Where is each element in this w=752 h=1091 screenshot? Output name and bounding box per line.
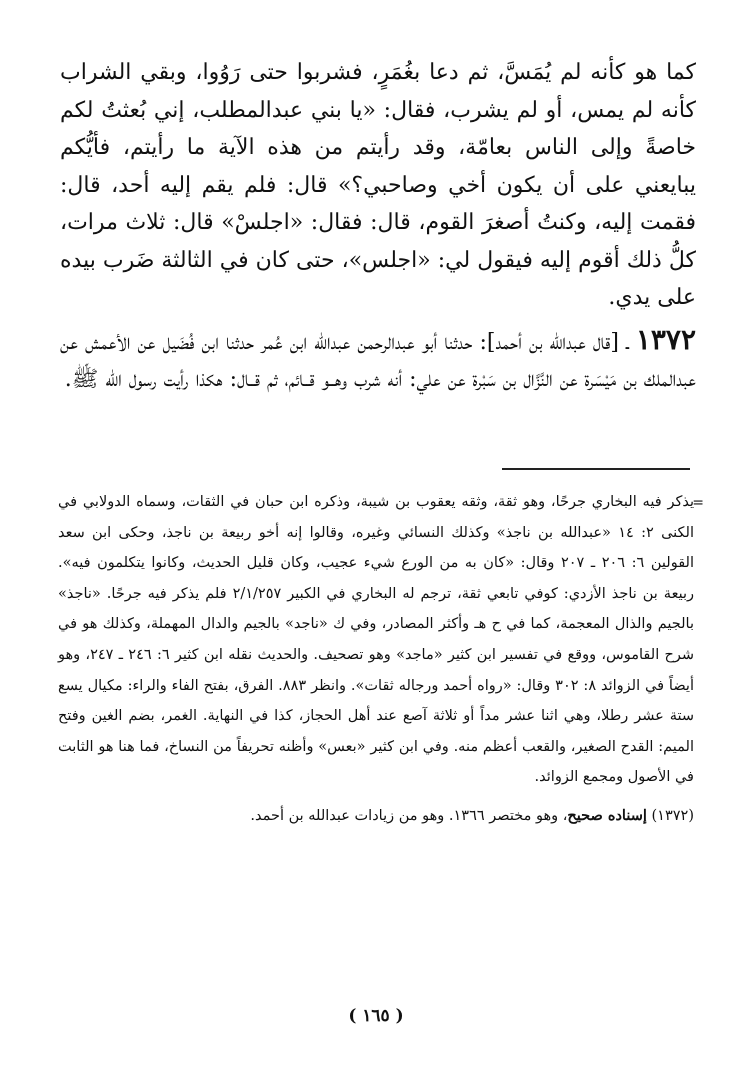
- footnotes: [58, 487, 694, 832]
- paragraph-1: [60, 54, 696, 317]
- footnote-separator: [502, 468, 690, 470]
- page-number: ( ١٦٥ ): [348, 1006, 404, 1026]
- main-text: [60, 54, 696, 399]
- paragraph-2-text: ـ [قال عبدالله بن أحمد]: حدثنا أبو عبدالرحمن عبدالله ابن عُمر حدثنا ابن فُضَيل عن الأعمش عن عبدالملك بن مَيْسَرة عن النَّزَّال بن سَبْرة عن علي: أنه شرب وهــو قــائم، ثم قــال: هكذا رأيت رسول الله ﷺ.: [60, 329, 696, 392]
- paragraph-1-text: كما هو كأنه لم يُمَسَّ، ثم دعا بغُمَرٍ، فشربوا حتى رَوُوا، وبقي الشراب كأنه لم يمس، أو لم يشرب، فقال: «يا بني عبدالمطلب، إني بُعثتُ لكم خاصةً وإلى الناس بعامّة، وقد رأيتم من هذه الآية ما رأيتم، فأيُّكم يبايعني على أن يكون أخي وصاحبي؟» قال: فلم يقم إليه أحد، قال: فقمت إليه، وكنتُ أصغرَ القوم، قال: فقال: «اجلسْ» قال: ثلاث مرات، كلُّ ذلك أقوم إليه فيقول لي: «اجلس»، حتى كان في الثالثة ضَرب بيده على يدي.: [60, 60, 696, 310]
- footnote-continuation-mark: =: [692, 495, 704, 511]
- footnote-2-ref: (١٣٧٢): [651, 807, 694, 824]
- hadith-number: ١٣٧٢: [635, 322, 696, 356]
- footnote-2-grade: إسناده صحيح: [567, 806, 647, 824]
- footnote-2-text: ، وهو مختصر ١٣٦٦. وهو من زيادات عبدالله بن أحمد.: [250, 807, 568, 824]
- footnote-1: يذكر فيه البخاري جرحًا، وهو ثقة، وثقه يعقوب بن شيبة، وذكره ابن حبان في الثقات، وسماه الدولابي في الكنى ٢: ١٤ «عبدالله بن ناجذ» وكذلك النسائي وغيره، وقالوا إنه أخو ربيعة بن ناجذ، وحكى ابن سعد القولين ٦: ٢٠٦ ـ ٢٠٧ وقال: «كان به من الورع شيء عجيب، وكان قليل الحديث، وكانوا يتكلمون فيه». ربيعة بن ناجذ الأزدي: كوفي تابعي ثقة، ترجم له البخاري في الكبير ٢/١/٢٥٧ فلم يذكر فيه جرحًا. «ناجذ» بالجيم والذال المعجمة، كما في ح هـ وأكثر المصادر، وفي ك «ناجد» بالجيم والدال المهملة، وكذلك هو في شرح القاموس، ووقع في تفسير ابن كثير «ماجد» وهو تصحيف. والحديث نقله ابن كثير ٦: ٢٤٦ ـ ٢٤٧، وهو أيضاً في الزوائد ٨: ٣٠٢ وقال: «رواه أحمد ورجاله ثقات». وانظر ٨٨٣. الفرق، بفتح الفاء والراء: مكيال يسع ستة عشر رطلا، وهي اثنا عشر مداً أو ثلاثة آصع عند أهل الحجاز، كذا في النهاية. الغمر، بضم الغين وفتح الميم: القدح الصغير، والقعب أعظم منه. وفي ابن كثير «بعس» وأظنه تحريفاً من النساخ، فما هنا هو الثابت في الأصول ومجمع الزوائد.: [58, 494, 695, 786]
- paragraph-2: [60, 321, 696, 399]
- footnote-2: [58, 801, 694, 832]
